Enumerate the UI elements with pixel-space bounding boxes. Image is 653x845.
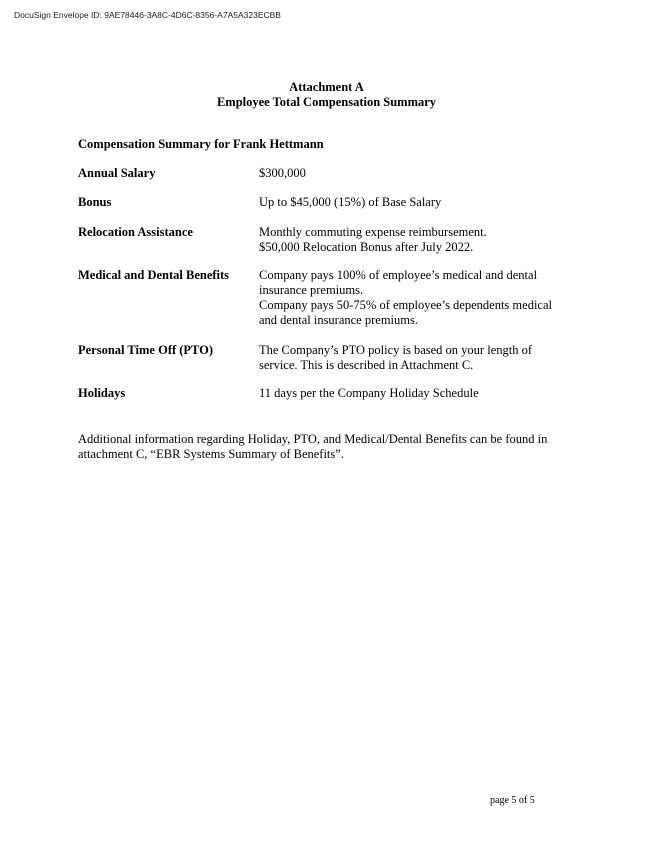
row-value (259, 386, 579, 401)
row-value-line: and dental insurance premiums. (259, 313, 418, 327)
row-value-line: $50,000 Relocation Bonus after July 2022. (259, 240, 474, 254)
attachment-subtitle: Employee Total Compensation Summary (216, 95, 437, 109)
row-value-line: Company pays 50-75% of employee’s dependents medical (259, 298, 552, 312)
row-value-line: 11 days per the Company Holiday Schedule (259, 386, 479, 400)
row-value-line: The Company’s PTO policy is based on your length of (259, 343, 533, 357)
row-label: Bonus (78, 195, 112, 209)
additional-info-note (78, 432, 578, 462)
attachment-title: Attachment A (289, 80, 364, 94)
row-value (259, 343, 579, 373)
row-value-line: $300,000 (259, 166, 306, 180)
summary-title: Compensation Summary for Frank Hettmann (78, 137, 324, 151)
document-header (0, 80, 653, 110)
note-line: attachment C, “EBR Systems Summary of Benefits”. (78, 447, 344, 461)
row-label: Holidays (78, 386, 126, 400)
note-line: Additional information regarding Holiday, PTO, and Medical/Dental Benefits can be found in (78, 432, 548, 446)
row-value-line: Monthly commuting expense reimbursement. (259, 225, 487, 239)
row-value (259, 195, 579, 210)
row-label: Medical and Dental Benefits (78, 268, 230, 282)
row-value-line: service. This is described in Attachment C. (259, 358, 474, 372)
row-label: Personal Time Off (PTO) (78, 343, 214, 357)
row-value (259, 268, 579, 328)
row-value-line: Company pays 100% of employee’s medical and dental (259, 268, 538, 282)
row-label: Annual Salary (78, 166, 156, 180)
envelope-id: DocuSign Envelope ID: 9AE78446-3A8C-4D6C-8356-A7A5A323ECBB (14, 10, 281, 20)
row-label: Relocation Assistance (78, 225, 193, 239)
row-value-line: insurance premiums. (259, 283, 364, 297)
page-number: page 5 of 5 (490, 795, 535, 806)
row-value-line: Up to $45,000 (15%) of Base Salary (259, 195, 442, 209)
row-value (259, 166, 579, 181)
row-value (259, 225, 579, 255)
